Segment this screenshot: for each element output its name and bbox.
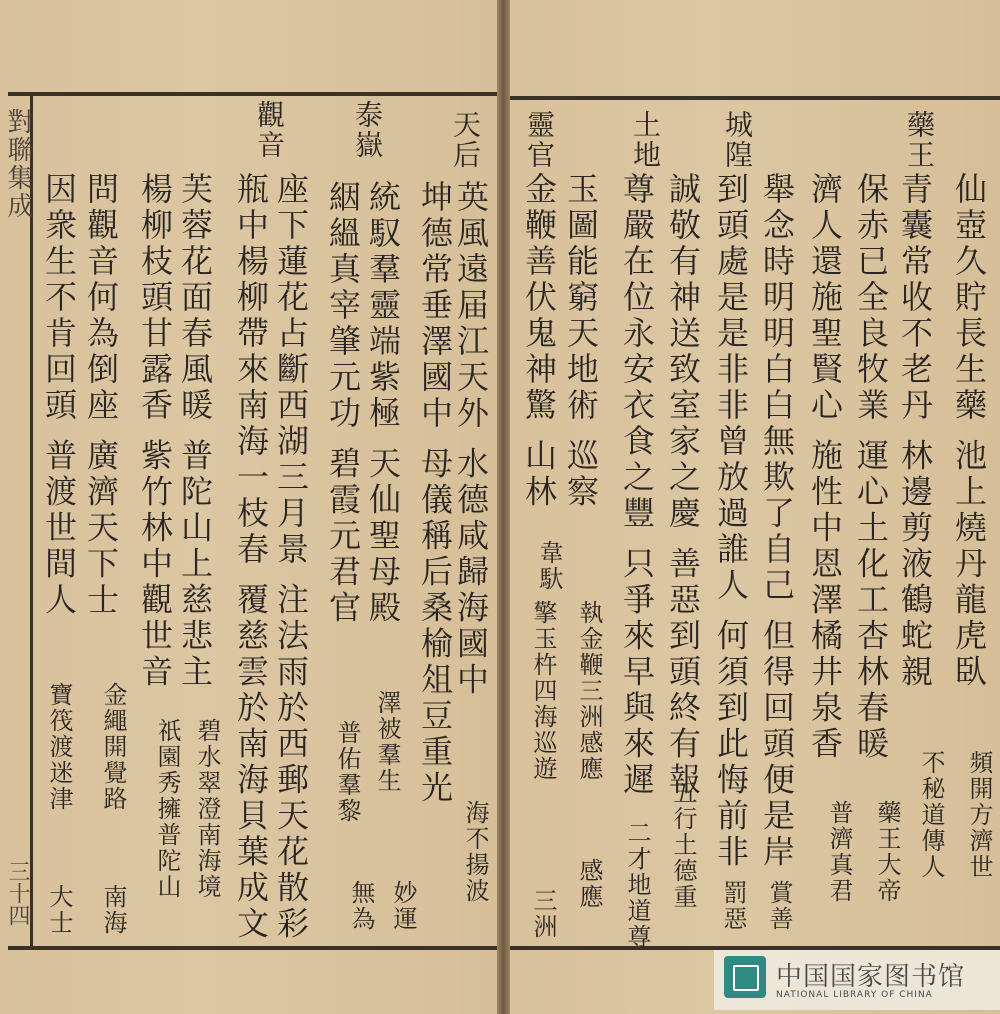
couplet-fragment: 祇園秀擁普陀山	[153, 718, 181, 900]
couplet-fragment: 感應	[575, 858, 603, 910]
couplet-fragment: 無為	[347, 880, 375, 932]
heading-yaowang: 藥王	[903, 110, 936, 170]
left-bottom-border	[8, 946, 497, 950]
couplet-fragment: 南海	[99, 884, 127, 936]
couplet-column: 英風遠届江天外 水德咸歸海國中	[452, 180, 490, 699]
couplet-fragment: 擎玉杵四海巡遊	[529, 600, 557, 782]
couplet-fragment: 金繩開覺路	[99, 682, 127, 812]
book-spine	[497, 0, 510, 1014]
couplet-fragment: 韋馱	[535, 540, 563, 592]
heading-lingguan: 靈官	[523, 110, 556, 170]
couplet-column: 誠敬有神送致室家之慶 善惡到頭終有報	[664, 172, 702, 799]
right-top-border	[510, 96, 1000, 100]
couplet-fragment: 藥王大帝	[873, 800, 901, 904]
book-title: 對聯集成	[3, 108, 33, 220]
folio-number: 三十四	[5, 860, 30, 926]
couplet-fragment: 賞善	[765, 880, 793, 932]
couplet-fragment: 海不揚波	[461, 800, 489, 904]
heading-chenghuang: 城隍	[721, 110, 754, 170]
couplet-column: 仙壺久貯長生藥 池上燒丹龍虎臥	[950, 172, 988, 691]
couplet-fragment: 二才地道尊	[623, 820, 651, 950]
couplet-column: 座下蓮花占斷西湖三月景 注法雨於西郵天花散彩	[272, 172, 310, 943]
couplet-fragment: 澤被羣生	[373, 690, 401, 794]
heading-taiyue: 泰嶽	[351, 100, 384, 160]
couplet-fragment: 大士	[45, 884, 73, 936]
couplet-fragment: 三洲	[529, 888, 557, 940]
left-top-border	[8, 92, 497, 96]
library-watermark	[714, 950, 1000, 1010]
couplet-column: 瓶中楊柳帶來南海一枝春 覆慈雲於南海貝葉成文	[232, 172, 270, 943]
couplet-column: 絪縕真宰肇元功 碧霞元君官	[324, 180, 362, 627]
couplet-column: 保赤已全良牧業 運心土化工杏林春暖	[852, 172, 890, 763]
couplet-fragment: 不秘道傳人	[917, 750, 945, 880]
couplet-fragment: 普濟真君	[825, 800, 853, 904]
heading-guanyin: 觀音	[253, 100, 286, 160]
couplet-column: 問觀音何為倒座 廣濟天下士	[82, 172, 120, 619]
couplet-fragment: 普佑羣黎	[333, 720, 361, 824]
library-logo-icon	[724, 956, 766, 998]
left-margin-line	[30, 92, 33, 950]
couplet-column: 玉圖能窮天地術 巡察	[562, 172, 600, 511]
couplet-column: 金鞭善伏鬼神驚 山林	[520, 172, 558, 511]
heading-tudi: 土地	[629, 110, 662, 170]
watermark-name-en: NATIONAL LIBRARY OF CHINA	[776, 990, 933, 1000]
couplet-fragment: 罰惡	[719, 880, 747, 932]
couplet-fragment: 寶筏渡迷津	[45, 682, 73, 812]
couplet-column: 芙蓉花面春風暖 普陀山上慈悲主	[176, 172, 214, 691]
couplet-column: 舉念時明明白白無欺了自己 但得回頭便是岸	[758, 172, 796, 871]
couplet-fragment: 妙運	[389, 880, 417, 932]
couplet-column: 尊嚴在位永安衣食之豐 只爭來早與來遲	[618, 172, 656, 799]
couplet-fragment: 頻開方濟世	[965, 750, 993, 880]
couplet-column: 到頭處是是非非曾放過誰人 何須到此悔前非	[712, 172, 750, 871]
couplet-column: 統馭羣靈端紫極 天仙聖母殿	[364, 180, 402, 627]
couplet-column: 因衆生不肯回頭 普渡世間人	[40, 172, 78, 619]
couplet-column: 濟人還施聖賢心 施性中恩澤橘井泉香	[806, 172, 844, 763]
couplet-fragment: 執金鞭三洲感應	[575, 600, 603, 782]
couplet-fragment: 碧水翠澄南海境	[193, 718, 221, 900]
watermark-name-cn: 中国国家图书馆	[776, 962, 966, 992]
couplet-fragment: 五行土德重	[669, 780, 697, 910]
couplet-column: 青囊常收不老丹 林邊剪液鶴蛇親	[896, 172, 934, 691]
heading-tianhou: 天后	[449, 110, 482, 170]
couplet-column: 坤德常垂澤國中 母儀稱后桑榆俎豆重光	[416, 180, 454, 807]
couplet-column: 楊柳枝頭甘露香 紫竹林中觀世音	[136, 172, 174, 691]
